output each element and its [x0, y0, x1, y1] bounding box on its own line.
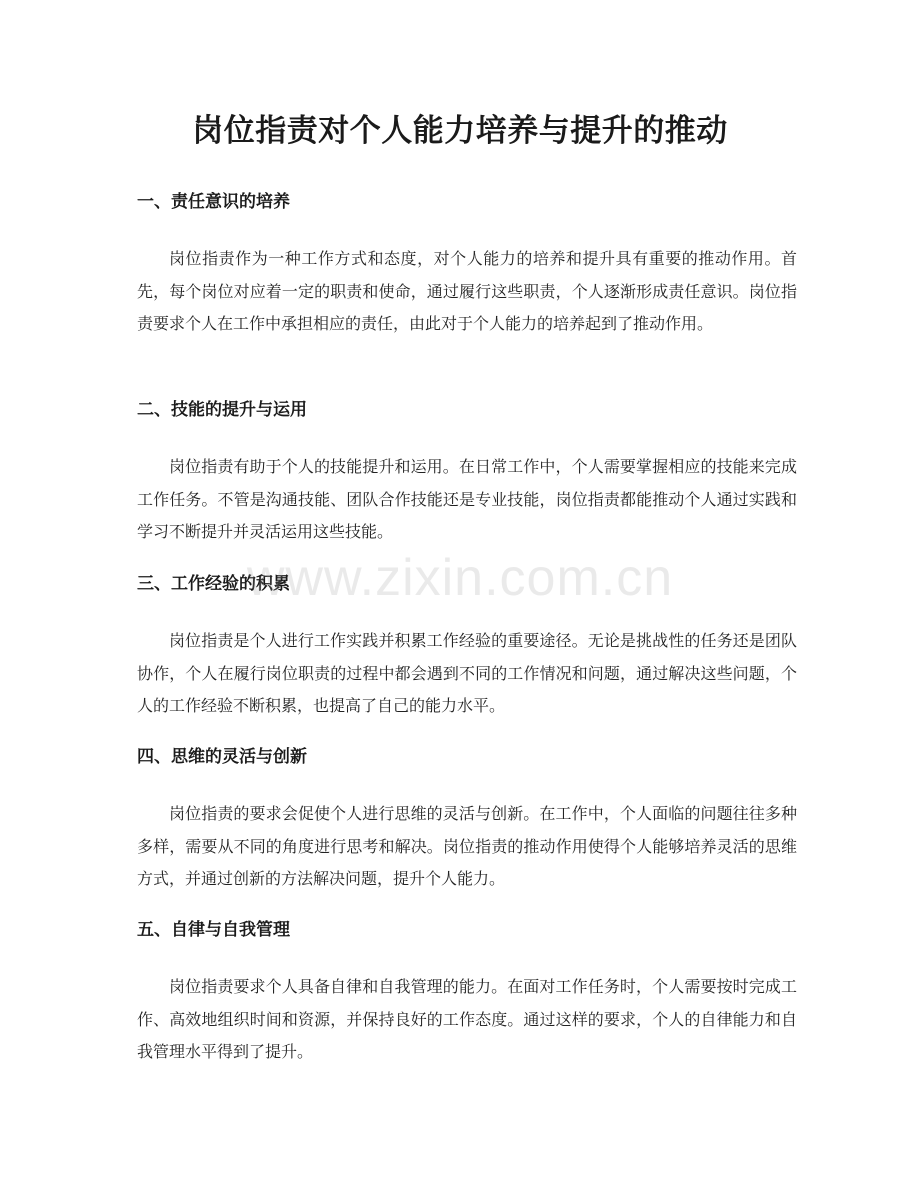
watermark: www.zixin.com.cn [246, 549, 674, 607]
document-title: 岗位指责对个人能力培养与提升的推动 [192, 113, 728, 149]
section-responsibility [137, 190, 797, 341]
section-skills [137, 398, 797, 549]
section-heading: 五、自律与自我管理 [137, 920, 290, 940]
section-heading: 四、思维的灵活与创新 [137, 747, 307, 767]
section-heading: 一、责任意识的培养 [137, 192, 290, 212]
section-thinking [137, 745, 797, 896]
section-paragraph: 岗位指责要求个人具备自律和自我管理的能力。在面对工作任务时，个人需要按时完成工作、高效地组织时间和资源，并保持良好的工作态度。通过这样的要求，个人的自律能力和自我管理水平得到了提升。 [137, 977, 797, 1061]
section-paragraph: 岗位指责作为一种工作方式和态度，对个人能力的培养和提升具有重要的推动作用。首先，每个岗位对应着一定的职责和使命，通过履行这些职责，个人逐渐形成责任意识。岗位指责要求个人在工作中承担相应的责任，由此对于个人能力的培养起到了推动作用。 [137, 249, 797, 333]
section-paragraph: 岗位指责有助于个人的技能提升和运用。在日常工作中，个人需要掌握相应的技能来完成工作任务。不管是沟通技能、团队合作技能还是专业技能，岗位指责都能推动个人通过实践和学习不断提升并灵活运用这些技能。 [137, 457, 797, 541]
section-self-discipline [137, 918, 797, 1069]
section-heading: 三、工作经验的积累 [137, 574, 290, 594]
section-paragraph: 岗位指责是个人进行工作实践并积累工作经验的重要途径。无论是挑战性的任务还是团队协作，个人在履行岗位职责的过程中都会遇到不同的工作情况和问题，通过解决这些问题，个人的工作经验不断积累，也提高了自己的能力水平。 [137, 631, 797, 715]
section-heading: 二、技能的提升与运用 [137, 400, 307, 420]
section-paragraph: 岗位指责的要求会促使个人进行思维的灵活与创新。在工作中，个人面临的问题往往多种多样，需要从不同的角度进行思考和解决。岗位指责的推动作用使得个人能够培养灵活的思维方式，并通过创新的方法解决问题，提升个人能力。 [137, 804, 797, 888]
section-experience [137, 572, 797, 723]
